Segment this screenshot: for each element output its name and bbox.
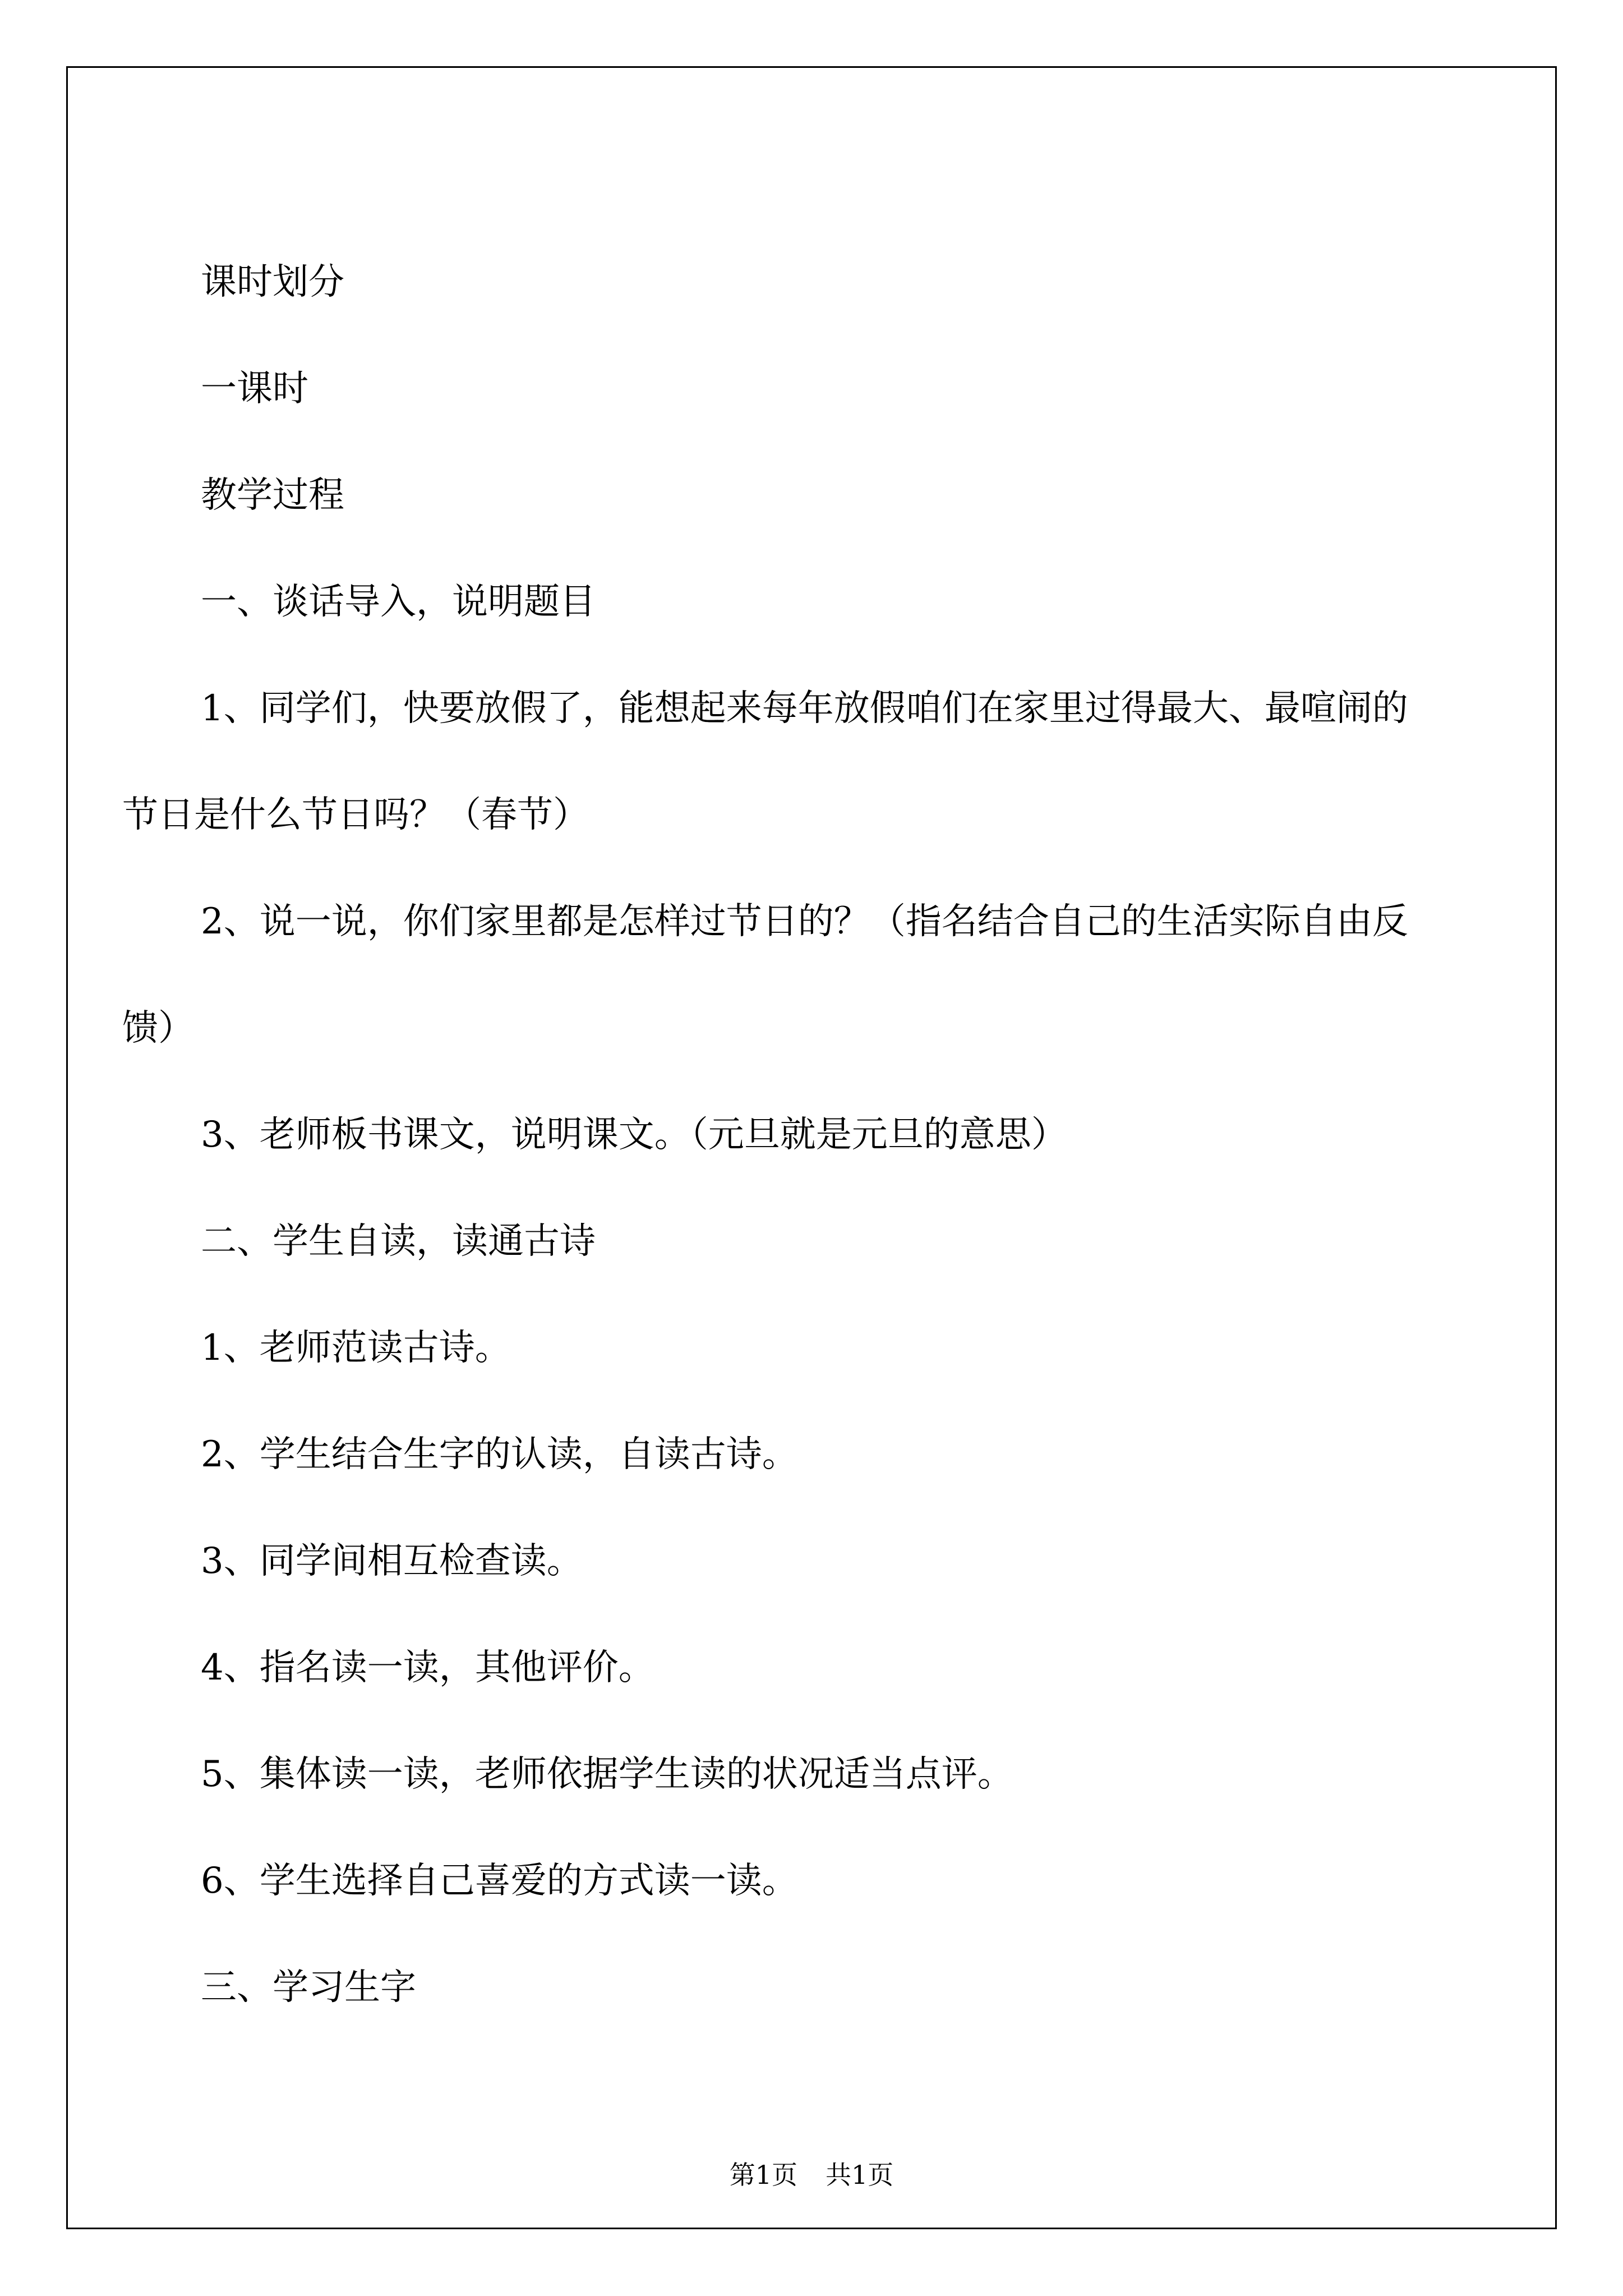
section-heading: 二、学生自读，读通古诗 <box>201 1221 596 1262</box>
paragraph: 1、同学们，快要放假了，能想起来每年放假咱们在家里过得最大、最喧闹的节日是什么节日吗？（春节） <box>122 688 1408 836</box>
paragraph: 教学过程 <box>201 475 344 516</box>
paragraph: 3、老师板书课文，说明课文。（元旦就是元旦的意思） <box>201 1114 1067 1156</box>
paragraph: 2、学生结合生字的认读，自读古诗。 <box>201 1434 798 1475</box>
paragraph: 一课时 <box>201 368 308 409</box>
section-heading: 三、学习生字 <box>201 1967 416 2008</box>
paragraph: 课时划分 <box>201 261 344 303</box>
page-total: 共1页 <box>826 2160 894 2190</box>
paragraph: 1、老师范读古诗。 <box>201 1327 511 1369</box>
paragraph: 5、集体读一读，老师依据学生读的状况适当点评。 <box>201 1754 1013 1795</box>
paragraph: 2、说一说，你们家里都是怎样过节日的？（指名结合自己的生活实际自由反馈） <box>122 901 1408 1049</box>
paragraph: 4、指名读一读，其他评价。 <box>201 1647 654 1688</box>
paragraph: 6、学生选择自己喜爱的方式读一读。 <box>201 1860 798 1902</box>
section-heading: 一、谈话导入，说明题目 <box>201 581 596 623</box>
document-body <box>66 66 1557 2086</box>
paragraph: 3、同学间相互检查读。 <box>201 1540 583 1582</box>
page-footer <box>0 2158 1623 2192</box>
page-number: 第1页 <box>729 2160 797 2190</box>
